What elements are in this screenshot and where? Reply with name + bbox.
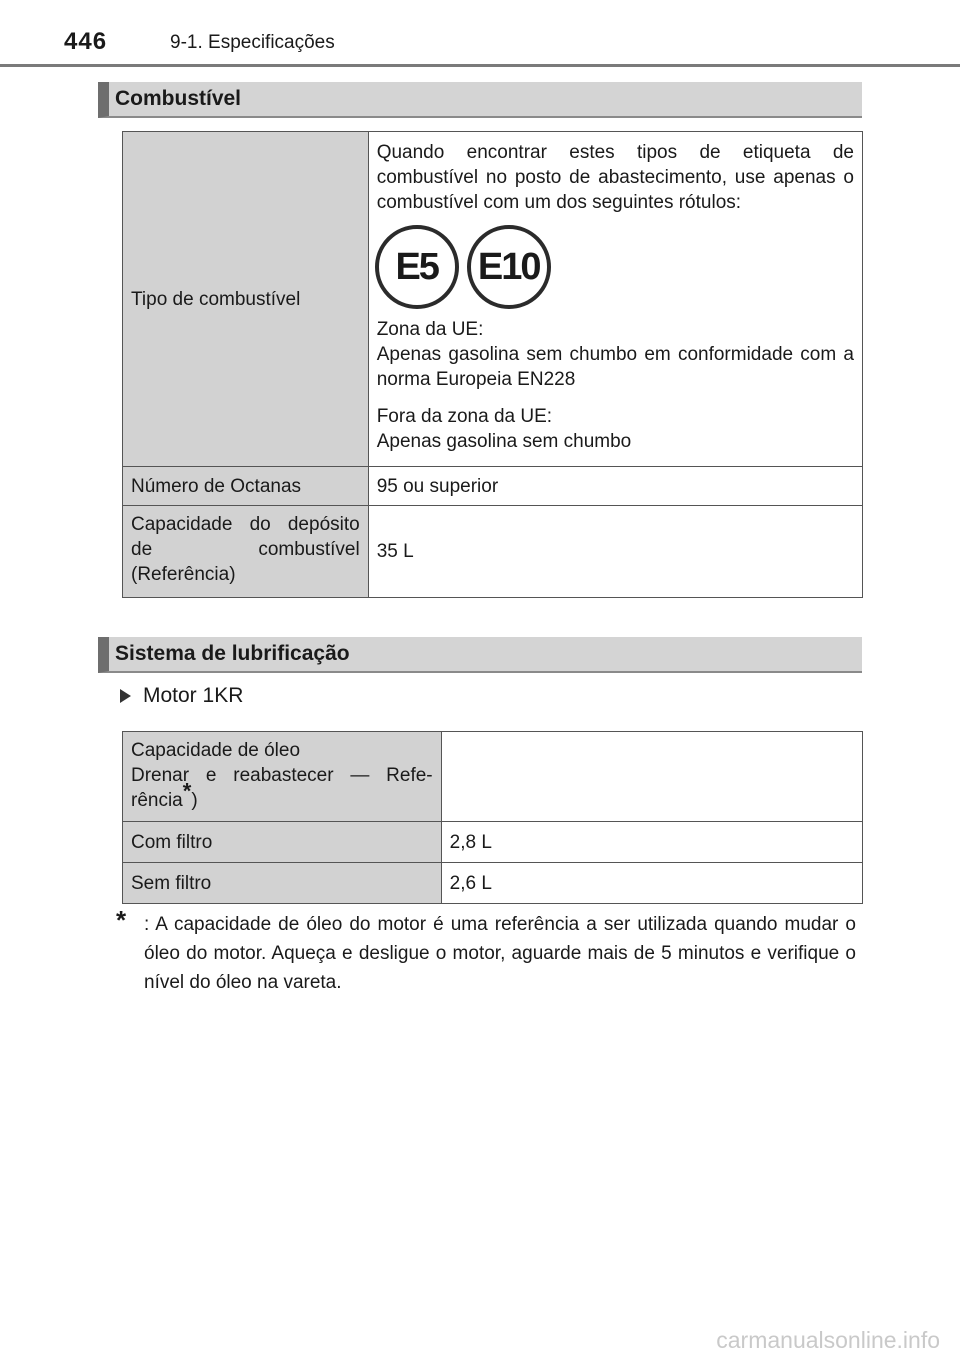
engine-bullet-text: Motor 1KR	[143, 684, 244, 707]
oil-header-line1: Capacidade de óleo	[131, 740, 301, 761]
eu-zone-text: Apenas gasolina sem chumbo em conformidade com a norma Europeia EN228	[376, 344, 854, 390]
fuel-type-intro: Quando encontrar estes tipos de etiqueta de combustível no posto de abastecimento, use apenas o combustível com um dos seguintes rótulos:	[376, 142, 854, 213]
fuel-label-badges	[375, 225, 854, 309]
tank-capacity-label	[123, 506, 369, 598]
footnote-asterisk-icon: *	[116, 905, 127, 935]
fuel-type-label: Tipo de combustível	[123, 132, 369, 467]
footnote-text: : A capacidade de óleo do motor é uma referência a ser utilizada quando mudar o óleo do motor. Aqueça e desligue o motor, aguarde mais de 5 minutos e verifique o nível do óleo na vareta.	[144, 914, 856, 993]
page-number: 446	[64, 28, 108, 55]
header-divider	[0, 64, 960, 67]
tank-capacity-label-text: Capacidade do depósito de combustível (Referência)	[131, 514, 360, 585]
fuel-type-value	[368, 132, 862, 467]
fuel-spec-table	[122, 131, 863, 598]
table-row	[123, 863, 863, 904]
table-row	[123, 822, 863, 863]
table-row	[123, 506, 863, 598]
asterisk-icon: *	[182, 778, 192, 804]
oil-header-line2: Drenar e reabastecer — Refe-	[131, 765, 433, 786]
octane-label: Número de Octanas	[123, 467, 369, 506]
page-header	[0, 0, 960, 66]
table-row	[123, 732, 863, 822]
without-filter-label: Sem filtro	[123, 863, 442, 904]
e10-label-icon: E10	[467, 225, 551, 309]
oil-header-line3-text: rência	[131, 790, 183, 811]
eu-zone-title: Zona da UE:	[376, 319, 484, 340]
oil-capacity-table	[122, 731, 863, 904]
oil-header-suffix: )	[191, 790, 198, 811]
watermark: carmanualsonline.info	[716, 1327, 940, 1353]
oil-capacity-header	[123, 732, 442, 822]
tank-capacity-value: 35 L	[368, 506, 862, 598]
non-eu-zone-text: Apenas gasolina sem chumbo	[376, 431, 632, 452]
non-eu-zone-title: Fora da zona da UE:	[376, 406, 553, 427]
fuel-section-heading: Combustível	[98, 82, 862, 118]
section-reference: 9-1. Especificações	[170, 32, 335, 53]
lubrication-section-heading: Sistema de lubrificação	[98, 637, 862, 673]
with-filter-value: 2,8 L	[441, 822, 862, 863]
table-row	[123, 132, 863, 467]
with-filter-label: Com filtro	[123, 822, 442, 863]
engine-bullet	[120, 684, 243, 708]
e5-label-icon: E5	[375, 225, 459, 309]
oil-capacity-header-value	[441, 732, 862, 822]
triangle-bullet-icon	[120, 689, 131, 703]
oil-footnote	[116, 905, 856, 997]
oil-header-line3	[131, 778, 433, 813]
table-row	[123, 467, 863, 506]
octane-value: 95 ou superior	[368, 467, 862, 506]
without-filter-value: 2,6 L	[441, 863, 862, 904]
